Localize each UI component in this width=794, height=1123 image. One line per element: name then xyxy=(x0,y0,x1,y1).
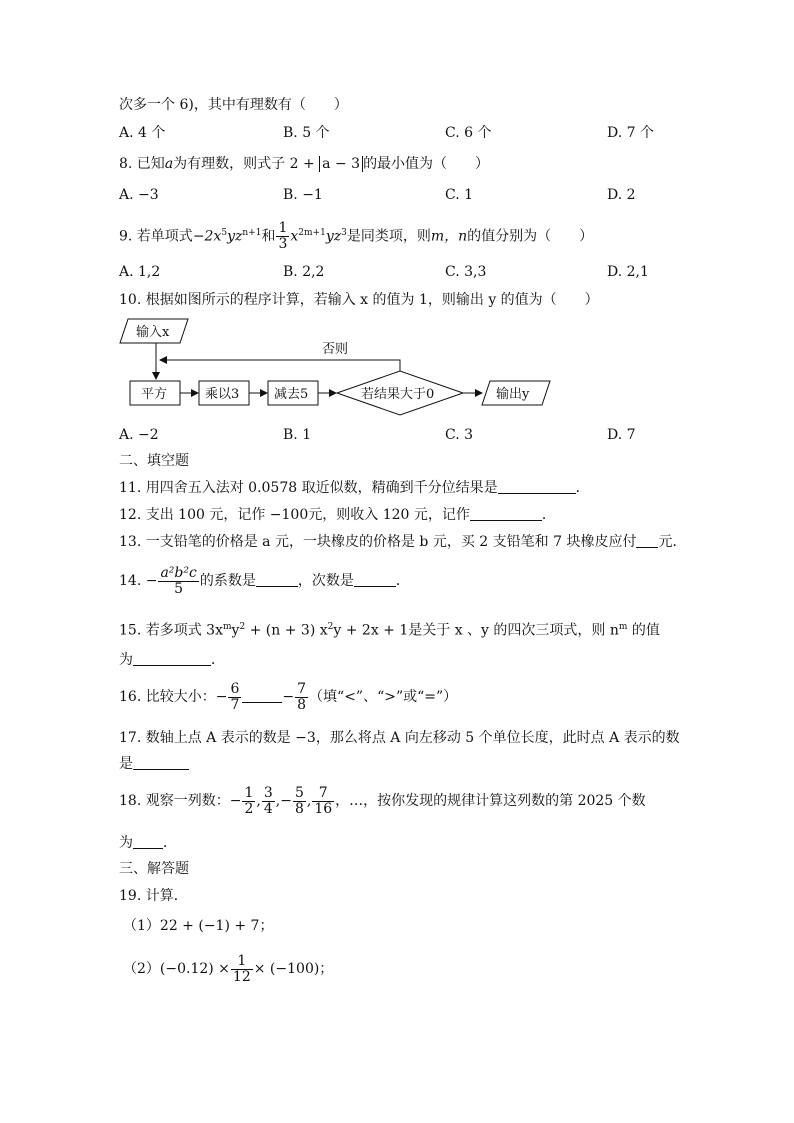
q14-fraction xyxy=(158,566,198,597)
q12-text: 12. 支出 100 元，记作 −100元，则收入 120 元，记作 ． xyxy=(119,507,556,523)
q14-blank-1[interactable] xyxy=(256,572,298,587)
q19-part2-fraction xyxy=(231,954,253,985)
q9-term2-exp: 2m+1 xyxy=(298,228,326,238)
q15-line2 xyxy=(119,650,225,670)
q18-frac-4 xyxy=(312,786,334,817)
flow-box-square-label: 平方 xyxy=(141,387,168,402)
q16-pre: 16. 比较大小：− xyxy=(119,689,228,705)
q9-term1-exp: 5 xyxy=(221,228,228,238)
section-fill-in-title: 二、填空题 xyxy=(119,453,189,469)
q14-blank-2[interactable] xyxy=(354,572,396,587)
q10-option-b: B. 1 xyxy=(283,427,312,443)
q14-pre: 14. xyxy=(119,573,142,589)
q18-pre: 18. 观察一列数：− xyxy=(119,793,242,809)
q15-part5: 的值 xyxy=(627,622,660,639)
q18-f3-den: 8 xyxy=(294,800,304,817)
q9-option-c: C. 3,3 xyxy=(445,264,487,280)
q8-post: 的最小值为（ ） xyxy=(363,156,490,172)
q9-post: 是同类项，则 xyxy=(346,228,431,245)
q16-f1-den: 7 xyxy=(230,696,240,713)
q19-text: 19. 计算． xyxy=(119,888,188,904)
q18-f2-den: 4 xyxy=(263,800,273,817)
q18-blank[interactable] xyxy=(133,834,163,849)
q7-option-b: B. 5 个 xyxy=(283,125,330,141)
q9-option-b: B. 2,2 xyxy=(283,264,325,280)
q9-term2-b-exp: 3 xyxy=(341,228,347,238)
q14-frac-den: 5 xyxy=(174,580,184,597)
q9-term2: x xyxy=(290,228,299,245)
q9-vars: m，n xyxy=(430,228,468,245)
q16-mid: − xyxy=(282,689,295,705)
q13-end: 元． xyxy=(658,534,687,550)
q18-line2 xyxy=(119,833,177,853)
q14-mid2: ，次数是 xyxy=(297,573,354,589)
q9-term1: −2x xyxy=(192,228,222,245)
q8-option-a: A. −3 xyxy=(119,187,159,203)
q8-pre: 8. 已知 xyxy=(119,156,165,172)
q16-fraction-2 xyxy=(295,682,308,713)
q11-text: 11. 用四舍五入法对 0.0578 取近似数，精确到千分位结果是 ． xyxy=(119,480,590,496)
q16-blank[interactable] xyxy=(242,688,282,703)
q15-line2-label: 为 xyxy=(119,652,133,668)
q17-line1: 17. 数轴上点 A 表示的数是 −3，那么将点 A 向左移动 5 个单位长度，此时点 A 表示的数 xyxy=(119,730,680,746)
q11-blank[interactable] xyxy=(498,479,576,494)
q16-f2-num: 7 xyxy=(297,680,307,697)
q10-option-d: D. 7 xyxy=(607,427,636,443)
q8-abs xyxy=(319,156,363,172)
q19-part2-den: 12 xyxy=(232,968,251,985)
q14-frac-num: a²b²c xyxy=(160,564,197,581)
q16-f2-den: 8 xyxy=(297,696,307,713)
q8-abs-inner: a − 3 xyxy=(322,156,361,172)
section-answer-title: 三、解答题 xyxy=(119,861,189,877)
q15-part3: + (n + 3) x xyxy=(245,622,328,639)
q15-line1: 15. 若多项式 $3x^my^2 + (n + 3) x^2y + 2x + 1$是关于 x 、y 的四次三项式，则 $n^m$ 的值 xyxy=(119,622,660,639)
q18-f1-num: 1 xyxy=(244,784,254,801)
q7-option-d: D. 7 个 xyxy=(607,125,654,141)
q18-post: ，…，按你发现的规律计算这列数的第 2025 个数 xyxy=(335,793,646,809)
q18-end: ． xyxy=(163,835,177,851)
q18-f3-num: 5 xyxy=(294,784,304,801)
q16-fraction-1 xyxy=(228,682,241,713)
q8-option-d: D. 2 xyxy=(607,187,636,203)
q15-part2: y xyxy=(231,622,240,639)
q9-and: 和 xyxy=(261,228,276,245)
q18-line1: 18. 观察一列数：− $\frac{1}{2}$ , $\frac{3}{4}$ ,− $\frac{5}{8}$ , $\frac{7}{16}$ ，…，按你发现的规律计算这列数的第 2025 个数 xyxy=(119,784,646,817)
q19-part2-num: 1 xyxy=(231,954,253,970)
q19-part2-pre: （2）(−0.12) × xyxy=(123,961,230,977)
q9-frac-num: 1 xyxy=(278,220,288,237)
q17-line2 xyxy=(119,754,189,774)
q9-post2: 的值分别为（ ） xyxy=(467,228,594,245)
flow-no-label: 否则 xyxy=(322,342,349,357)
flow-output-label: 输出y xyxy=(496,387,530,402)
q9-term1-b: yz xyxy=(227,228,243,245)
q9-term2-b: yz xyxy=(325,228,342,245)
q9-pre: 9. 若单项式 xyxy=(119,228,193,245)
q9-term1-b-exp: n+1 xyxy=(242,228,262,238)
q19-part2-post: × (−100)； xyxy=(253,961,334,977)
q9-option-a: A. 1,2 xyxy=(119,264,161,280)
q18-frac-2 xyxy=(262,786,275,817)
q17-blank[interactable] xyxy=(133,755,189,770)
q15-part1: 15. 若多项式 3x xyxy=(119,622,223,639)
q8-var: a xyxy=(164,156,174,172)
q12-blank[interactable] xyxy=(470,506,542,521)
q18-frac-1 xyxy=(242,786,255,817)
q16-f1-num: 6 xyxy=(230,680,240,697)
q8-text xyxy=(119,154,489,174)
q10-option-c: C. 3 xyxy=(445,427,474,443)
q14-end: ． xyxy=(395,573,410,589)
q8-option-c: C. 1 xyxy=(445,187,474,203)
q19-part1: （1）22 + (−1) + 7； xyxy=(123,918,274,934)
q9-text xyxy=(119,218,593,252)
q15-part4: y + 2x + 1是关于 x 、y 的四次三项式，则 n xyxy=(333,622,619,639)
q15-exp-m-2: m xyxy=(618,622,628,632)
flow-box-minus5-label: 减去5 xyxy=(274,387,309,402)
q8-mid: 为有理数，则式子 xyxy=(173,156,286,172)
q16-text xyxy=(119,678,457,716)
flow-loop-arrow xyxy=(160,360,400,378)
flow-box-times3-label: 乘以3 xyxy=(205,387,240,402)
q12-label: 12. 支出 100 元，记作 −100元，则收入 120 元，记作 xyxy=(119,507,470,523)
q18-f2-num: 3 xyxy=(263,784,273,801)
q10-text: 10. 根据如图所示的程序计算，若输入 x 的值为 1，则输出 y 的值为（ ） xyxy=(119,292,599,308)
flow-decision-label: 若结果大于0 xyxy=(361,387,435,402)
q18-f4-num: 7 xyxy=(312,786,334,802)
q18-line2-label: 为 xyxy=(119,835,133,851)
q15-blank[interactable] xyxy=(133,651,211,666)
q14-text: 14. − $\frac{\text{a²b²c}}{5}$ 的系数是 ，次数是 ． xyxy=(119,564,410,597)
q7-text: 次多一个 6)，其中有理数有（ ） xyxy=(119,97,348,113)
q18-f1-den: 2 xyxy=(244,800,254,817)
q13-label: 13. 一支铅笔的价格是 a 元，一块橡皮的价格是 b 元，买 2 支铅笔和 7 块橡皮应付 xyxy=(119,534,637,550)
q10-option-a: A. −2 xyxy=(119,427,159,443)
q13-blank[interactable] xyxy=(636,533,658,548)
q14-mid: 的系数是 xyxy=(199,573,256,589)
q9-option-d: D. 2,1 xyxy=(607,264,649,280)
flow-input-label: 输入x xyxy=(136,325,170,340)
q7-option-a: A. 4 个 xyxy=(119,125,166,141)
q8-option-b: B. −1 xyxy=(283,187,323,203)
q19-part2 xyxy=(123,950,333,988)
q9-frac-den: 3 xyxy=(278,236,288,253)
q18-f4-den: 16 xyxy=(314,800,333,817)
q13-text xyxy=(119,532,686,552)
q16-post: （填“<”、“>”或“=”） xyxy=(309,689,458,705)
q15-end: ． xyxy=(211,652,225,668)
q7-option-c: C. 6 个 xyxy=(445,125,492,141)
q9-fraction xyxy=(276,221,289,252)
q15-exp-m: m xyxy=(222,622,232,632)
q11-label: 11. 用四舍五入法对 0.0578 取近似数，精确到千分位结果是 xyxy=(119,480,498,496)
q8-expr: 2 + xyxy=(289,156,315,172)
q17-line2-label: 是 xyxy=(119,756,133,772)
q18-frac-3 xyxy=(293,786,306,817)
q10-flowchart xyxy=(110,315,570,420)
